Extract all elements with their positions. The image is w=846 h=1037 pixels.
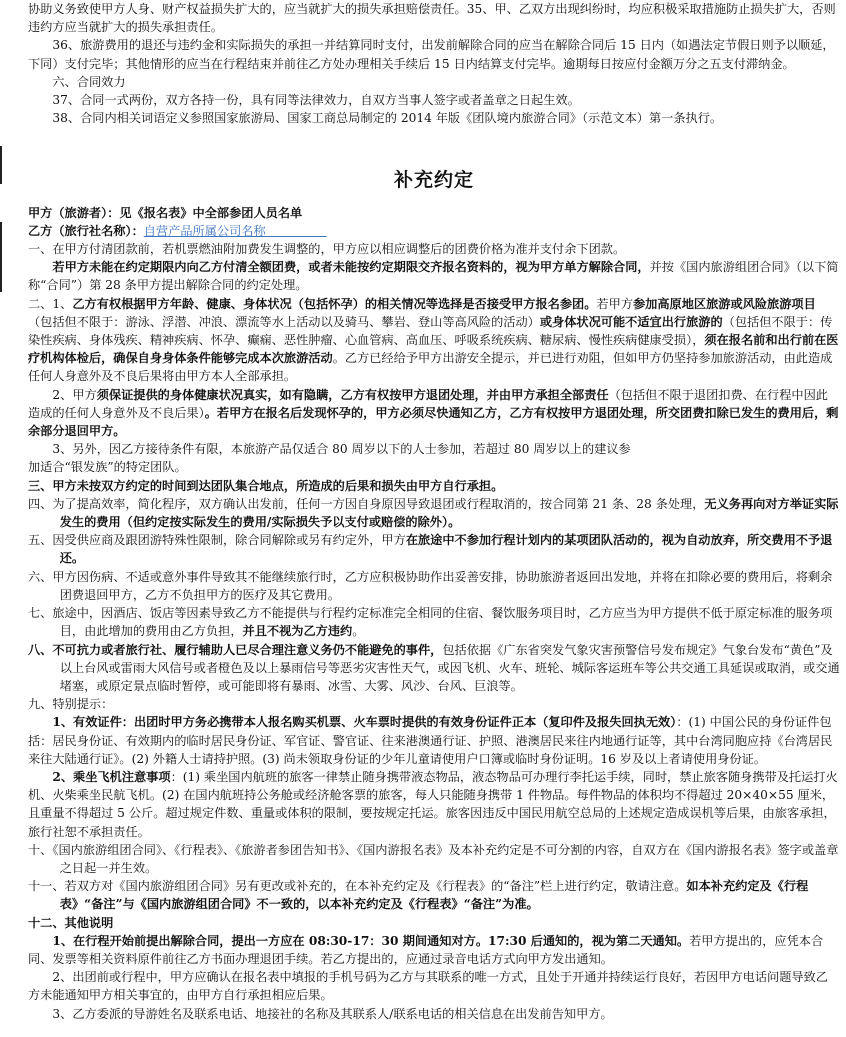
clause-2-3: 3、另外，因乙方接待条件有限，本旅游产品仅适合 80 周岁以下的人士参加，若超过 80 周岁以上的建议参: [52, 442, 631, 457]
paragraph: 36、旅游费用的退还与违约金和实际损失的承担一并结算同时支付，出发前解除合同的应当在解除合同后 15 日内（如遇法定节假日则予以顺延，下同）支付完毕；其他情形的应当在行程结束并前往乙方处办理相关手续后 15 日内结算支付完毕。逾期每日按应付金额万分之五支付滞纳金。: [28, 38, 835, 71]
clause-9-1: 1、有效证件：出团时甲方务必携带本人报名购买机票、火车票时提供的有效身份证件正本（复印件及报失回执无效）：(1) 中国公民的身份证件包括：居民身份证、有效期内的临时居民身份证、军官证、警官证、往来港澳通行证、护照、港澳居民来往内地通行证等，其中台湾同胞应持《台湾居民来往大陆通行证》。(2) 外籍人士请持护照。(3) 尚未领取身份证的少年儿童请使用户口簿或临时身份证明。16 岁及以上者请使用身份证。: [28, 715, 833, 766]
margin-bar: [0, 222, 2, 292]
clause-7: 七、旅途中，因酒店、饭店等因素导致乙方不能提供与行程约定标准完全相同的住宿、餐饮服务项目时，乙方应当为甲方提供不低于原定标准的服务项目，由此增加的费用由乙方负担，并且不视为乙方违约。: [28, 606, 833, 639]
clause-2-2: 2、甲方须保证提供的身体健康状况真实，如有隐瞒，乙方有权按甲方退团处理，并由甲方承担全部责任（包括但不限于退团扣费、在行程中因此造成的任何人身意外及不良后果）。若甲方在报名后发现怀孕的，甲方必须尽快通知乙方，乙方有权按甲方退团处理，所交团费扣除已发生的费用后，剩余部分退回甲方。: [28, 387, 839, 439]
party-b: [28, 222, 840, 240]
clause-8: 八、不可抗力或者旅行社、履行辅助人已尽合理注意义务仍不能避免的事件，包括依据《广东省突发气象灾害预警信号发布规定》气象台发布“黄色”及以上台风或雷雨大风信号或者橙色及以上暴雨信号等恶劣灾害性天气，或因飞机、火车、班轮、城际客运班车等公共交通工具延误或取消，或交通堵塞，或原定景点临时暂停，或可能即将有暴雨、冰雪、大雾、风沙、台风、巨浪等。: [28, 642, 840, 693]
clause-10: 十、《国内旅游组团合同》、《行程表》、《旅游者参团告知书》、《国内游报名表》及本补充约定是不可分割的内容，自双方在《国内游报名表》签字或盖章之日起一并生效。: [28, 842, 839, 875]
document-page: [28, 0, 840, 1023]
clause-2-3-cont: 加适合“银发族”的特定团队。: [28, 460, 187, 475]
party-b-label: 乙方（旅行社名称）：: [28, 223, 144, 238]
margin-bar: [0, 146, 2, 184]
clause-5: 五、因受供应商及跟团游特殊性限制，除合同解除或另有约定外，甲方在旅途中不参加行程计划内的某项团队活动的，视为自动放弃，所交费用不予退还。: [28, 533, 833, 566]
clause-12-heading: 十二、其他说明: [28, 915, 114, 930]
clause-9-2: 2、乘坐飞机注意事项：(1) 乘坐国内航班的旅客一律禁止随身携带液态物品，液态物品可办理行李托运手续，同时，禁止旅客随身携带及托运打火机、火柴乘坐民航飞机。(2) 在国内航班持公务舱或经济舱客票的旅客，每人只能随身携带 1 件物品。每件物品的体积均不得超过 20×40×55 厘米，且重量不得超过 5 公斤。超过规定件数、重量或体积的限制，要按规定托运。旅客因违反中国民用航空总局的上述规定造成误机等后果，由旅客承担，旅行社恕不承担责任。: [28, 769, 838, 839]
clause-12-3: 3、乙方委派的导游姓名及联系电话、地接社的名称及其联系人/联系电话的相关信息在出发前告知甲方。: [52, 1006, 613, 1021]
section-heading: 六、合同效力: [52, 74, 126, 89]
clause-6: 六、甲方因伤病、不适或意外事件导致其不能继续旅行时，乙方应积极协助作出妥善安排，协助旅游者返回出发地，并将在扣除必要的费用后，将剩余团费退回甲方，乙方不负担甲方的医疗及其它费用。: [28, 569, 833, 602]
clause-11: 十一、若双方对《国内旅游组团合同》另有更改或补充的，在本补充约定及《行程表》的“备注”栏上进行约定，敬请注意。如本补充约定及《行程表》“备注”与《国内旅游组团合同》不一致的，以本补充约定及《行程表》“备注”为准。: [28, 879, 809, 912]
clause-1: 一、在甲方付清团款前，若机票燃油附加费发生调整的，甲方应以相应调整后的团费价格为准并支付余下团款。: [28, 242, 626, 257]
party-b-field[interactable]: 自营产品所属公司名称: [143, 223, 266, 238]
clause-12-2: 2、出团前或行程中，甲方应确认在报名表中填报的手机号码为乙方与其联系的唯一方式，且处于开通并持续运行良好，若因甲方电话问题导致乙方未能通知甲方相关事宜的，由甲方自行承担相应后果。: [28, 970, 828, 1003]
clause-2-1: 二、1、乙方有权根据甲方年龄、健康、身体状况（包括怀孕）的相关情况等选择是否接受甲方报名参团。若甲方参加高原地区旅游或风险旅游项目（包括但不限于：游泳、浮潜、冲浪、漂流等水上活动以及骑马、攀岩、登山等高风险的活动）或身体状况可能不适宜出行旅游的（包括但不限于：传染性疾病、身体残疾、精神疾病、怀孕、癫痫、恶性肿瘤、心血管病、高血压、呼吸系统疾病、糖尿病、慢性疾病健康受损），须在报名前和出行前在医疗机构体检后，确保自身身体条件能够完成本次旅游活动。乙方已经给予甲方出游安全提示，并已进行劝阻，但如甲方仍坚持参加旅游活动，由此造成任何人身意外及不良后果将由甲方本人全部承担。: [28, 296, 839, 384]
clause-4: 四、为了提高效率，简化程序，双方确认出发前，任何一方因自身原因导致退团或行程取消的，按合同第 21 条、28 条处理，无义务再向对方举证实际发生的费用（但约定按实际发生的费用/实际损失予以支付或赔偿的除外）。: [28, 496, 839, 530]
clause-1-b: 若甲方未能在约定期限内向乙方付清全额团费，或者未能按约定期限交齐报名资料的，视为甲方单方解除合同，并按《国内旅游组团合同》（以下简称“合同”）第 28 条甲方提出解除合同的约定处理。: [28, 260, 839, 293]
paragraph: 38、合同内相关词语定义参照国家旅游局、国家工商总局制定的 2014 年版《团队境内旅游合同》（示范文本）第一条执行。: [52, 111, 723, 126]
party-a: 甲方（旅游者）：见《报名表》中全部参团人员名单: [28, 205, 303, 220]
paragraph: 协助义务致使甲方人身、财产权益损失扩大的，应当就扩大的损失承担赔偿责任。35、甲、乙双方出现纠纷时，均应积极采取措施防止损失扩大，否则违约方应当就扩大的损失承担责任。: [28, 2, 836, 35]
blank-underline: [266, 224, 327, 238]
page-title: 补充约定: [393, 169, 474, 192]
clause-9-heading: 九、特别提示：: [28, 697, 114, 712]
paragraph: 37、合同一式两份，双方各持一份，具有同等法律效力，自双方当事人签字或者盖章之日起生效。: [52, 93, 580, 108]
clause-12-1: 1、在行程开始前提出解除合同，提出一方应在 08:30-17：30 期间通知对方。17:30 后通知的，视为第二天通知。若甲方提出的，应凭本合同、发票等相关资料原件前往乙方书面办理退团手续。若乙方提出的，应通过录音电话方式向甲方发出通知。: [28, 933, 824, 966]
clause-3: 三、甲方未按双方约定的时间到达团队集合地点，所造成的后果和损失由甲方自行承担。: [28, 478, 504, 493]
